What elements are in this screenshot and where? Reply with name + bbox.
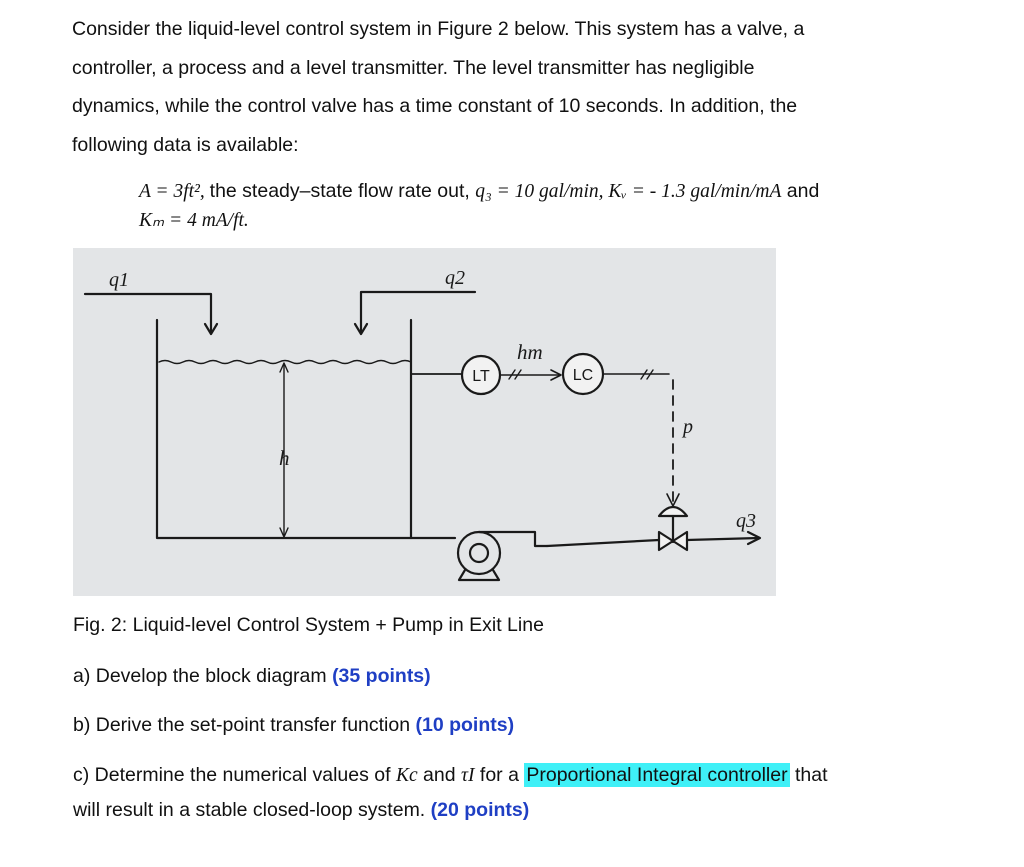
question-a: [73, 659, 953, 693]
kv-value: Kᵥ = - 1.3 gal/min/mA: [608, 181, 782, 202]
h-label: h: [279, 446, 290, 470]
given-data: [139, 177, 959, 235]
figure-2: [73, 248, 776, 596]
question-a-points: (35 points): [332, 665, 431, 687]
pipe-to-valve: [547, 540, 659, 546]
km-value: Kₘ = 4 mA/ft.: [139, 210, 249, 231]
question-c: [73, 758, 953, 827]
q1-label: q1: [109, 269, 129, 291]
liquid-surface: [159, 361, 411, 364]
intro-line-3: dynamics, while the control valve has a time constant of 10 seconds. In addition, the: [72, 95, 798, 117]
and-text-c: and: [417, 764, 462, 786]
question-c-text-2: for a: [474, 764, 525, 786]
valve-actuator: [659, 507, 687, 516]
q3-label: q3: [736, 510, 756, 532]
question-b-text: b) Derive the set-point transfer function: [73, 714, 416, 736]
lt-label: LT: [472, 368, 490, 385]
tau-symbol: τI: [461, 765, 475, 786]
kc-symbol: Kc: [395, 765, 418, 786]
problem-statement: [72, 10, 952, 164]
question-c-points: (20 points): [430, 799, 530, 821]
question-a-text: a) Develop the block diagram: [73, 665, 333, 687]
question-c-text: c) Determine the numerical values of: [73, 764, 396, 786]
question-b: [73, 708, 953, 742]
q1-inlet-pipe: [85, 294, 211, 332]
and-text: and: [781, 180, 820, 202]
q3-outlet-line: [687, 538, 759, 540]
q2-label: q2: [445, 267, 465, 289]
question-b-points: (10 points): [415, 714, 515, 736]
p-label: p: [683, 416, 693, 438]
area-value: A = 3ft²,: [139, 181, 210, 202]
pump-casing: [458, 532, 500, 574]
q2-inlet-pipe: [361, 292, 475, 332]
question-c-text-3: that: [789, 764, 828, 786]
figure-caption: Fig. 2: Liquid-level Control System + Pump in Exit Line: [73, 614, 544, 636]
intro-line-1: Consider the liquid-level control system in Figure 2 below. This system has a valve, a: [72, 18, 805, 40]
flow-rate-text: the steady–state flow rate out,: [209, 180, 476, 202]
question-c-line-2: will result in a stable closed-loop system.: [73, 799, 431, 821]
highlighted-pi-controller: Proportional Integral controller: [526, 764, 788, 786]
q3-value: q₃ = 10 gal/min,: [475, 181, 609, 202]
lc-label: LC: [572, 367, 594, 384]
intro-line-4: following data is available:: [72, 133, 299, 156]
intro-line-2: controller, a process and a level transmitter. The level transmitter has negligible: [72, 56, 755, 79]
hm-label: hm: [517, 340, 543, 364]
control-system-diagram: [73, 248, 776, 596]
